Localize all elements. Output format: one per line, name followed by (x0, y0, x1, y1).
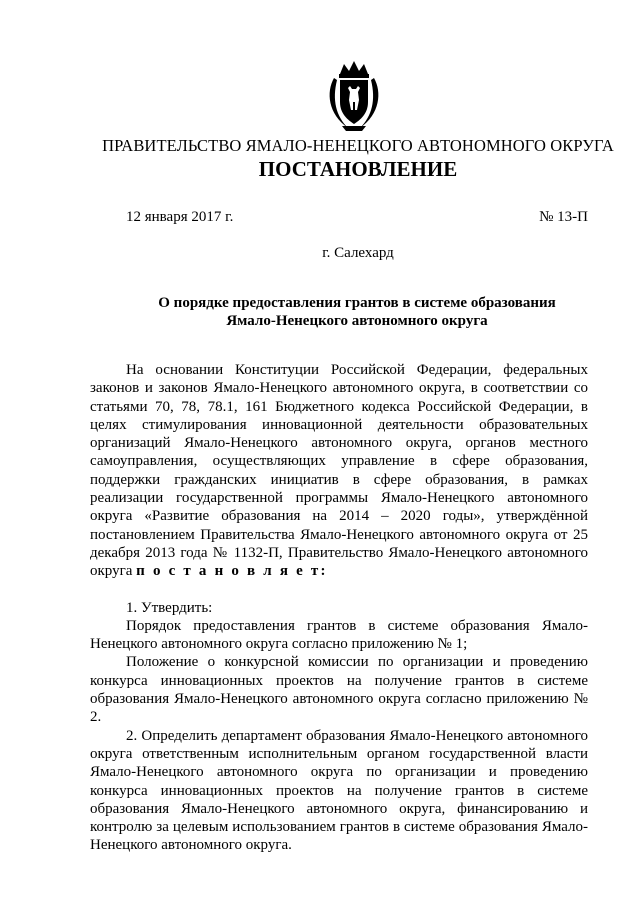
paragraph-gap (90, 581, 588, 599)
preamble-text: На основании Конституции Российской Федерации, федеральных законов и законов Ямало-Ненецкого автономного округа, в соответствии со статьями 70, 78, 78.1, 161 Бюджетного кодекса Российской Федерации, в целях стимулирования инновационной деятельности образовательных организаций Ямало-Ненецкого автономного округа, органов местного самоуправления, осуществляющих управление в сфере образования, поддержки гражданских инициатив в сфере образования, в рамках реализации государственной программы Ямало-Ненецкого автономного округа «Развитие образования на 2014 – 2020 годы», утверждённой постановлением Правительства Ямало-Ненецкого автономного округа от 25 декабря 2013 года № 1132-П, Правительство Ямало-Ненецкого автономного округа (90, 362, 588, 580)
subject-line-1: О порядке предоставления грантов в системе образования (158, 295, 556, 311)
government-title: ПРАВИТЕЛЬСТВО ЯМАЛО-НЕНЕЦКОГО АВТОНОМНОГО ОКРУГА (102, 136, 614, 155)
item-1-a: Порядок предоставления грантов в системе образования Ямало-Ненецкого автономного округа согласно приложению № 1; (90, 617, 588, 653)
document-type-title: ПОСТАНОВЛЕНИЕ (258, 157, 458, 181)
preamble-paragraph (90, 361, 588, 581)
subject-line-2: Ямало-Ненецкого автономного округа (226, 313, 488, 329)
item-1-b: Положение о конкурсной комиссии по организации и проведению конкурса инновационных проектов на получение грантов в системе образования Ямало-Ненецкого автономного округа согласно приложению № 2. (90, 654, 588, 726)
item-1-title: 1. Утвердить: (126, 599, 213, 616)
coat-of-arms-emblem-icon (322, 56, 386, 136)
document-city: г. Салехард (322, 245, 394, 261)
resolves-text: п о с т а н о в л я е т: (136, 563, 328, 580)
item-2: 2. Определить департамент образования Ямало-Ненецкого автономного округа ответственным исполнительным органом государственной власти Ямало-Ненецкого автономного округа по организации и проведению конкурса инновационных проектов на получение грантов в системе образования Ямало-Ненецкого автономного округа, финансированию и контролю за целевым использованием грантов в системе образования Ямало-Ненецкого автономного округа. (90, 727, 588, 854)
document-date: 12 января 2017 г. (126, 209, 234, 225)
document-subject (126, 294, 588, 330)
document-body (90, 361, 588, 855)
document-number: № 13-П (539, 209, 588, 225)
